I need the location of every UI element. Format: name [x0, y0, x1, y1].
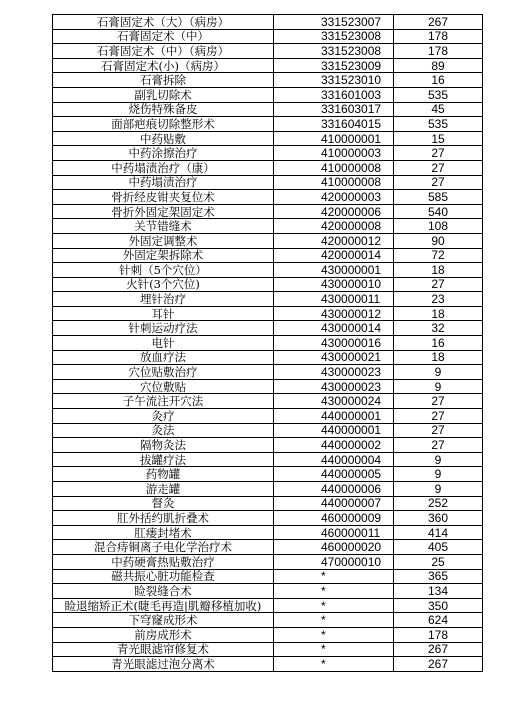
table-row	[53, 336, 483, 351]
item-price-cell: 365	[394, 569, 483, 584]
table-row	[53, 44, 483, 59]
item-name-cell: 肛外括约肌折叠术	[53, 511, 274, 526]
table-row	[53, 613, 483, 628]
item-name-cell: 关节错缝术	[53, 219, 274, 234]
table-row	[53, 540, 483, 555]
item-code-cell: *	[274, 584, 394, 599]
item-price-cell: 15	[394, 131, 483, 146]
item-name-cell: 下穹窿成形术	[53, 613, 274, 628]
item-name-cell: 磁共振心脏功能检查	[53, 569, 274, 584]
item-name-cell: 烧伤特殊备皮	[53, 102, 274, 117]
item-price-cell: 9	[394, 482, 483, 497]
item-name-cell: 耳针	[53, 306, 274, 321]
item-name-cell: 拔罐疗法	[53, 452, 274, 467]
item-code-cell: 440000004	[274, 452, 394, 467]
item-price-cell: 32	[394, 321, 483, 336]
item-code-cell: 331523007	[274, 15, 394, 30]
table-row	[53, 87, 483, 102]
item-name-cell: 石膏拆除	[53, 73, 274, 88]
table-row	[53, 175, 483, 190]
item-price-cell: 535	[394, 87, 483, 102]
table-row	[53, 58, 483, 73]
table-row	[53, 292, 483, 307]
item-code-cell: 440000002	[274, 438, 394, 453]
item-price-cell: 535	[394, 117, 483, 132]
item-code-cell: 460000011	[274, 525, 394, 540]
item-code-cell: 460000009	[274, 511, 394, 526]
table-row	[53, 438, 483, 453]
table-row	[53, 423, 483, 438]
item-name-cell: 中药塌渍治疗（康）	[53, 160, 274, 175]
item-name-cell: 面部疤痕切除整形术	[53, 117, 274, 132]
item-code-cell: 440000005	[274, 467, 394, 482]
table-row	[53, 15, 483, 30]
table-row	[53, 321, 483, 336]
table-row	[53, 627, 483, 642]
item-price-cell: 18	[394, 263, 483, 278]
table-row	[53, 102, 483, 117]
item-code-cell: 420000006	[274, 204, 394, 219]
table-row	[53, 263, 483, 278]
table-row	[53, 277, 483, 292]
item-name-cell: 肛瘘封堵术	[53, 525, 274, 540]
item-code-cell: 420000012	[274, 233, 394, 248]
item-code-cell: *	[274, 627, 394, 642]
item-name-cell: 骨折外固定架固定术	[53, 204, 274, 219]
table-row	[53, 657, 483, 672]
table-row	[53, 394, 483, 409]
table-row	[53, 584, 483, 599]
item-price-cell: 540	[394, 204, 483, 219]
item-name-cell: 药物罐	[53, 467, 274, 482]
item-price-cell: 27	[394, 146, 483, 161]
item-code-cell: 440000001	[274, 409, 394, 424]
item-code-cell: *	[274, 613, 394, 628]
item-name-cell: 火针(3个穴位)	[53, 277, 274, 292]
item-price-cell: 89	[394, 58, 483, 73]
item-price-cell: 18	[394, 306, 483, 321]
item-price-cell: 178	[394, 29, 483, 44]
item-name-cell: 中药贴敷	[53, 131, 274, 146]
item-price-cell: 45	[394, 102, 483, 117]
item-price-cell: 252	[394, 496, 483, 511]
item-code-cell: 470000010	[274, 554, 394, 569]
item-name-cell: 灸法	[53, 423, 274, 438]
item-price-cell: 27	[394, 423, 483, 438]
item-code-cell: 430000023	[274, 365, 394, 380]
item-name-cell: 中药涂擦治疗	[53, 146, 274, 161]
fee-table-body	[53, 15, 483, 672]
table-row	[53, 482, 483, 497]
item-price-cell: 267	[394, 15, 483, 30]
item-code-cell: 331603017	[274, 102, 394, 117]
item-price-cell: 16	[394, 73, 483, 88]
table-row	[53, 306, 483, 321]
item-code-cell: 420000014	[274, 248, 394, 263]
item-name-cell: 石膏固定术(小)（病房）	[53, 58, 274, 73]
item-price-cell: 360	[394, 511, 483, 526]
item-name-cell: 骨折经皮钳夹复位术	[53, 190, 274, 205]
item-name-cell: 放血疗法	[53, 350, 274, 365]
item-code-cell: 331523008	[274, 44, 394, 59]
item-code-cell: *	[274, 642, 394, 657]
item-price-cell: 267	[394, 657, 483, 672]
item-code-cell: 430000001	[274, 263, 394, 278]
item-name-cell: 外固定架拆除术	[53, 248, 274, 263]
item-code-cell: 430000016	[274, 336, 394, 351]
table-row	[53, 409, 483, 424]
item-price-cell: 350	[394, 598, 483, 613]
item-code-cell: *	[274, 569, 394, 584]
item-price-cell: 624	[394, 613, 483, 628]
item-code-cell: 430000023	[274, 379, 394, 394]
item-name-cell: 前房成形术	[53, 627, 274, 642]
table-row	[53, 117, 483, 132]
item-name-cell: 外固定调整术	[53, 233, 274, 248]
item-price-cell: 405	[394, 540, 483, 555]
table-row	[53, 379, 483, 394]
item-price-cell: 27	[394, 409, 483, 424]
table-row	[53, 525, 483, 540]
item-name-cell: 中药硬膏热贴敷治疗	[53, 554, 274, 569]
item-name-cell: 游走罐	[53, 482, 274, 497]
table-row	[53, 204, 483, 219]
table-row	[53, 146, 483, 161]
item-name-cell: 灸疗	[53, 409, 274, 424]
item-name-cell: 石膏固定术（中）	[53, 29, 274, 44]
table-row	[53, 511, 483, 526]
item-code-cell: 460000020	[274, 540, 394, 555]
table-row	[53, 131, 483, 146]
table-row	[53, 598, 483, 613]
item-name-cell: 睑裂缝合术	[53, 584, 274, 599]
item-name-cell: 穴位敷贴	[53, 379, 274, 394]
table-row	[53, 160, 483, 175]
table-row	[53, 452, 483, 467]
item-code-cell: 430000010	[274, 277, 394, 292]
item-name-cell: 副乳切除术	[53, 87, 274, 102]
fee-table	[52, 14, 483, 672]
item-price-cell: 27	[394, 438, 483, 453]
item-code-cell: 420000003	[274, 190, 394, 205]
table-row	[53, 248, 483, 263]
item-price-cell: 27	[394, 394, 483, 409]
item-price-cell: 27	[394, 160, 483, 175]
table-row	[53, 365, 483, 380]
item-code-cell: *	[274, 657, 394, 672]
item-price-cell: 134	[394, 584, 483, 599]
item-code-cell: 430000014	[274, 321, 394, 336]
item-code-cell: 331523009	[274, 58, 394, 73]
table-row	[53, 350, 483, 365]
item-code-cell: 410000003	[274, 146, 394, 161]
table-row	[53, 190, 483, 205]
item-code-cell: *	[274, 598, 394, 613]
item-name-cell: 中药塌渍治疗	[53, 175, 274, 190]
item-code-cell: 410000001	[274, 131, 394, 146]
item-price-cell: 16	[394, 336, 483, 351]
item-code-cell: 430000021	[274, 350, 394, 365]
item-price-cell: 23	[394, 292, 483, 307]
item-name-cell: 针刺（5个穴位）	[53, 263, 274, 278]
table-row	[53, 554, 483, 569]
table-row	[53, 496, 483, 511]
table-row	[53, 467, 483, 482]
item-name-cell: 针刺运动疗法	[53, 321, 274, 336]
table-row	[53, 569, 483, 584]
item-name-cell: 穴位贴敷治疗	[53, 365, 274, 380]
item-code-cell: 430000011	[274, 292, 394, 307]
item-name-cell: 石膏固定术（中）（病房）	[53, 44, 274, 59]
item-name-cell: 电针	[53, 336, 274, 351]
item-code-cell: 430000012	[274, 306, 394, 321]
item-code-cell: 440000007	[274, 496, 394, 511]
item-name-cell: 青光眼滤帘修复术	[53, 642, 274, 657]
item-price-cell: 90	[394, 233, 483, 248]
item-name-cell: 埋针治疗	[53, 292, 274, 307]
item-code-cell: 440000006	[274, 482, 394, 497]
item-code-cell: 410000008	[274, 175, 394, 190]
item-price-cell: 414	[394, 525, 483, 540]
item-price-cell: 178	[394, 44, 483, 59]
item-code-cell: 420000008	[274, 219, 394, 234]
item-code-cell: 430000024	[274, 394, 394, 409]
item-code-cell: 410000008	[274, 160, 394, 175]
item-price-cell: 585	[394, 190, 483, 205]
table-row	[53, 233, 483, 248]
item-price-cell: 25	[394, 554, 483, 569]
item-name-cell: 子午流注开穴法	[53, 394, 274, 409]
item-price-cell: 9	[394, 467, 483, 482]
item-code-cell: 331523010	[274, 73, 394, 88]
item-price-cell: 9	[394, 452, 483, 467]
item-code-cell: 331601003	[274, 87, 394, 102]
item-name-cell: 督灸	[53, 496, 274, 511]
item-name-cell: 石膏固定术（大）（病房）	[53, 15, 274, 30]
table-row	[53, 29, 483, 44]
item-price-cell: 9	[394, 365, 483, 380]
item-price-cell: 178	[394, 627, 483, 642]
item-price-cell: 267	[394, 642, 483, 657]
table-row	[53, 73, 483, 88]
item-price-cell: 27	[394, 175, 483, 190]
item-code-cell: 331604015	[274, 117, 394, 132]
item-code-cell: 331523008	[274, 29, 394, 44]
item-price-cell: 72	[394, 248, 483, 263]
item-name-cell: 混合痔铜离子电化学治疗术	[53, 540, 274, 555]
item-price-cell: 9	[394, 379, 483, 394]
item-price-cell: 18	[394, 350, 483, 365]
item-name-cell: 隔物灸法	[53, 438, 274, 453]
item-name-cell: 睑退缩矫正术(睫毛再造|肌瓣移植加收)	[53, 598, 274, 613]
table-row	[53, 219, 483, 234]
item-code-cell: 440000001	[274, 423, 394, 438]
item-price-cell: 108	[394, 219, 483, 234]
item-price-cell: 27	[394, 277, 483, 292]
table-row	[53, 642, 483, 657]
item-name-cell: 青光眼滤过泡分离术	[53, 657, 274, 672]
